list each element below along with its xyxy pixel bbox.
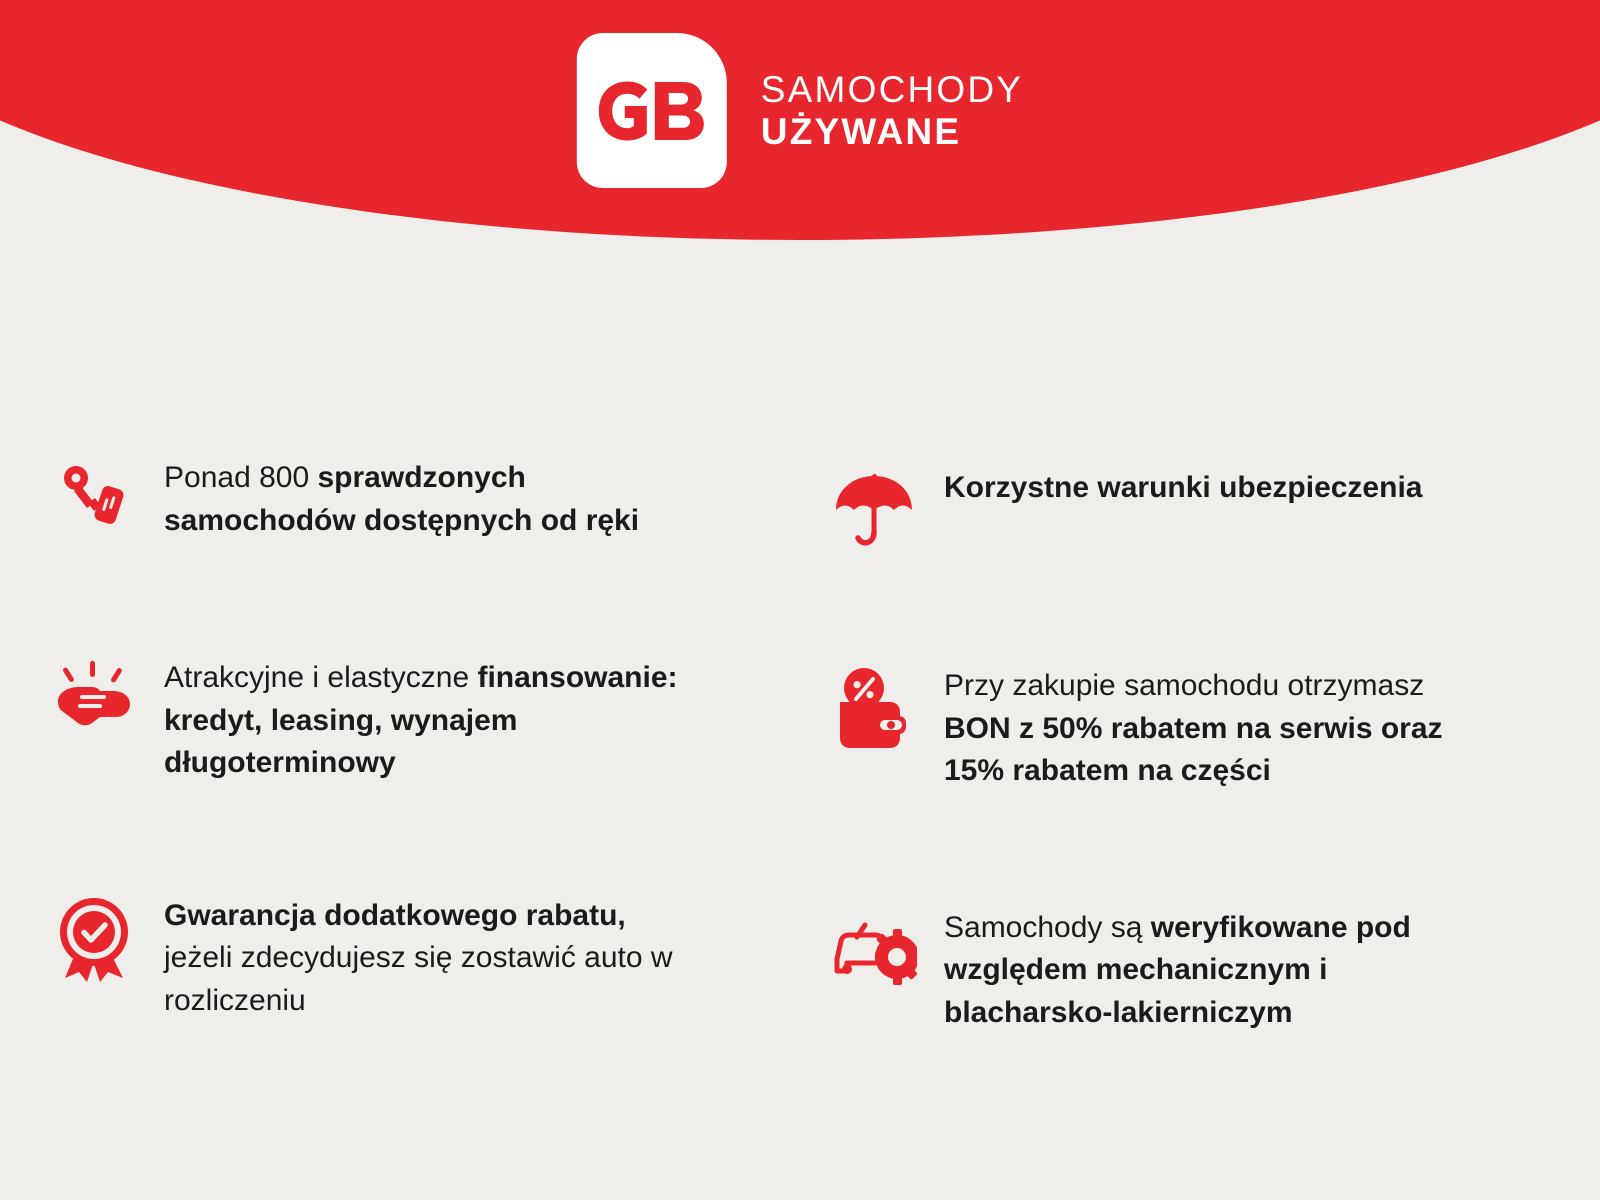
benefit-item xyxy=(830,905,1590,1035)
wallet-discount-icon xyxy=(830,663,918,755)
benefit-text: Gwarancja dodatkowego rabatu, jeżeli zdecydujesz się zostawić auto w rozliczeniu xyxy=(164,898,673,1017)
benefit-item xyxy=(830,663,1590,793)
benefit-item xyxy=(50,655,810,785)
benefit-text: Przy zakupie samochodu otrzymasz BON z 50% rabatem na serwis oraz 15% rabatem na części xyxy=(944,669,1443,788)
page-header xyxy=(0,0,1600,250)
brand-name-line2: UŻYWANE xyxy=(760,110,962,152)
award-badge-icon xyxy=(50,893,138,985)
benefits-grid xyxy=(0,455,1600,1131)
car-service-gear-icon xyxy=(830,905,918,997)
benefit-text: Atrakcyjne i elastyczne finansowanie: kredyt, leasing, wynajem długoterminowy xyxy=(164,661,678,780)
benefits-column-right xyxy=(830,455,1590,1131)
brand-logo xyxy=(577,33,1023,188)
benefit-text: Ponad 800 sprawdzonych samochodów dostępnych od ręki xyxy=(164,461,640,537)
car-keys-icon xyxy=(50,455,138,547)
logo-mark xyxy=(577,33,727,188)
benefit-text: Korzystne warunki ubezpieczenia xyxy=(944,471,1423,504)
benefit-item xyxy=(50,455,810,547)
benefit-item xyxy=(50,893,810,1023)
umbrella-icon xyxy=(830,465,918,557)
benefit-item xyxy=(830,465,1590,557)
benefits-column-left xyxy=(50,455,810,1131)
handshake-icon xyxy=(50,655,138,747)
brand-name xyxy=(761,69,1023,152)
brand-name-line1: SAMOCHODY xyxy=(760,69,1024,111)
benefit-text: Samochody są weryfikowane pod względem mechanicznym i blacharsko-lakierniczym xyxy=(944,910,1411,1029)
gb-monogram-icon xyxy=(597,80,707,142)
